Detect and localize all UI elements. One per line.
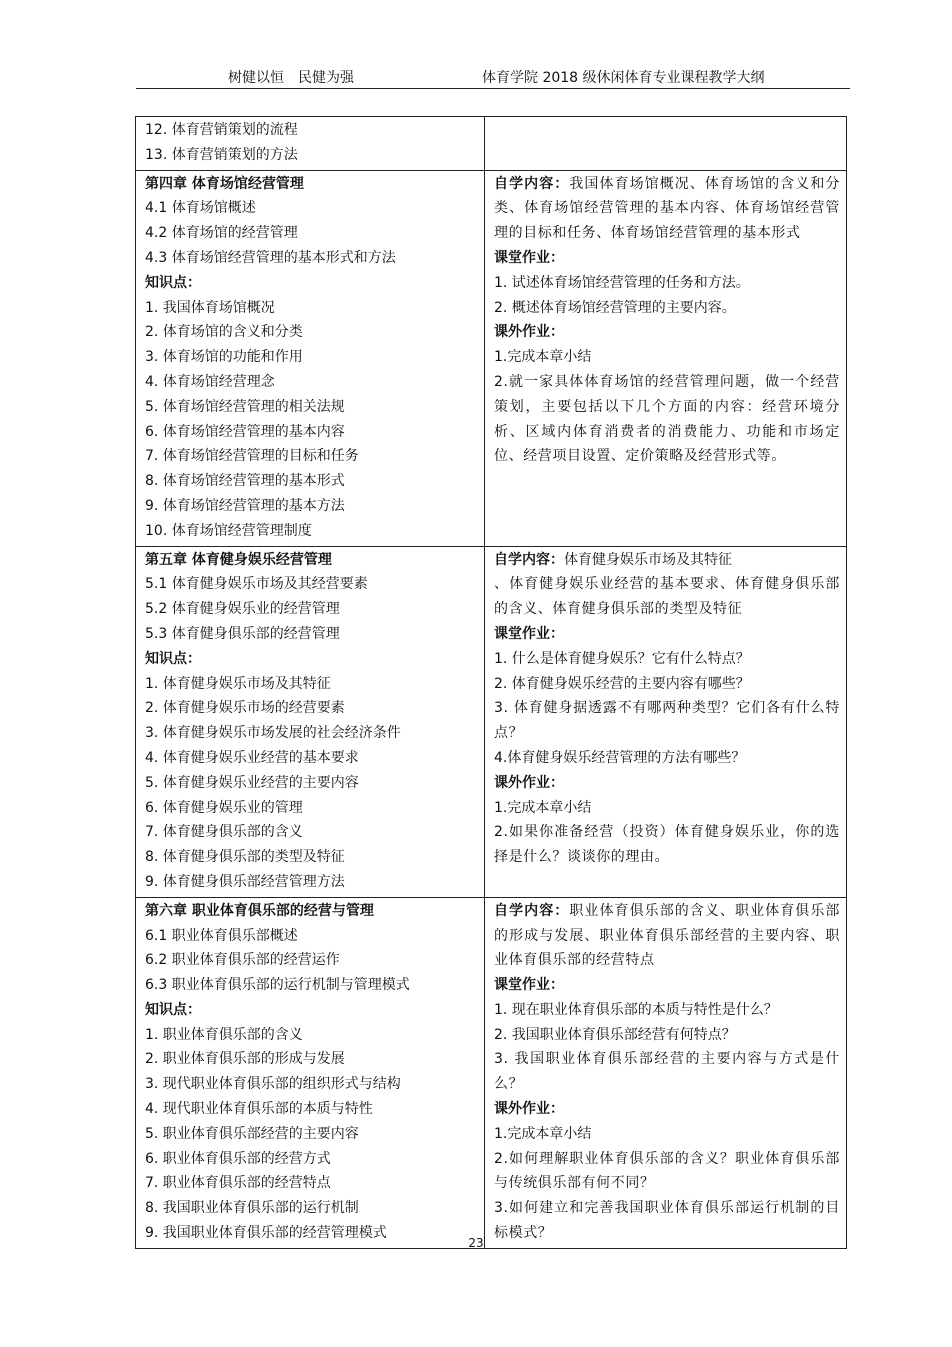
- assignment-section: [494, 771, 840, 796]
- assignment-text: 1. 什么是体育健身娱乐？它有什么特点？: [494, 650, 750, 667]
- assignment-cell: [485, 546, 847, 897]
- outline-item: 9. 体育场馆经营管理的基本方法: [145, 497, 345, 514]
- assignment-item: [494, 296, 840, 321]
- assignment-item: [494, 345, 840, 370]
- outline-item: 10. 体育场馆经营管理制度: [145, 522, 312, 539]
- section-heading: 知识点：: [145, 650, 201, 667]
- assignment-item: [494, 1122, 840, 1147]
- outline-item: 1. 体育健身娱乐市场及其特征: [145, 675, 331, 692]
- chapter-outline-cell: [136, 170, 485, 546]
- outline-item: 6. 体育健身娱乐业的管理: [145, 799, 303, 816]
- assignment-item: [494, 1047, 840, 1097]
- outline-item: 3. 现代职业体育俱乐部的组织形式与结构: [145, 1076, 401, 1093]
- assignment-text: 4.体育健身娱乐经营管理的方法有哪些？: [494, 749, 746, 766]
- section-heading: 第六章 职业体育俱乐部的经营与管理: [145, 902, 374, 919]
- assignment-text: 2.就一家具体体育场馆的经营管理问题，做一个经营策划，主要包括以下几个方面的内容：经营环境分析、区域内体育消费者的消费能力、功能和市场定位、经营项目设置、定价策略及经营形式等。: [494, 373, 840, 465]
- outline-item: 12. 体育营销策划的流程: [145, 122, 298, 138]
- assignment-text: 2. 概述体育场馆经营管理的主要内容。: [494, 299, 736, 316]
- chapter-outline-cell: [136, 546, 485, 897]
- assignment-section: [494, 899, 840, 973]
- outline-item: 2. 职业体育俱乐部的形成与发展: [145, 1051, 345, 1068]
- outline-item: 9. 体育健身俱乐部经营管理方法: [145, 873, 345, 890]
- assignment-text: 1.完成本章小结: [494, 349, 592, 366]
- outline-item: 4. 体育健身娱乐业经营的基本要求: [145, 749, 359, 766]
- assignment-item: [494, 370, 840, 469]
- outline-item: 8. 体育健身俱乐部的类型及特征: [145, 849, 345, 866]
- section-heading: 知识点：: [145, 274, 201, 291]
- outline-item: 1. 职业体育俱乐部的含义: [145, 1026, 303, 1043]
- outline-item: 5. 体育场馆经营管理的相关法规: [145, 398, 345, 415]
- assignment-item: [494, 820, 840, 870]
- course-outline-table: [135, 116, 847, 1249]
- assignment-label: 自学内容：: [494, 551, 564, 568]
- outline-item: 4. 现代职业体育俱乐部的本质与特性: [145, 1101, 373, 1118]
- outline-item: 9. 我国职业体育俱乐部的经营管理模式: [145, 1225, 387, 1242]
- assignment-text: 1.完成本章小结: [494, 799, 592, 816]
- assignment-item: [494, 647, 840, 672]
- outline-item: 5. 体育健身娱乐业经营的主要内容: [145, 774, 359, 791]
- chapter-outline-cell: [136, 897, 485, 1248]
- assignment-item: [494, 696, 840, 746]
- outline-item: 3. 体育健身娱乐市场发展的社会经济条件: [145, 725, 401, 742]
- outline-item: 6. 体育场馆经营管理的基本内容: [145, 423, 345, 440]
- assignment-label: 课外作业：: [494, 774, 564, 791]
- outline-item: 7. 职业体育俱乐部的经营特点: [145, 1175, 331, 1192]
- assignment-section: [494, 320, 840, 345]
- assignment-cell: [485, 897, 847, 1248]
- outline-item: 5. 职业体育俱乐部经营的主要内容: [145, 1125, 359, 1142]
- assignment-label: 自学内容：: [494, 902, 570, 919]
- assignment-cell: [485, 170, 847, 546]
- assignment-item: [494, 572, 840, 622]
- outline-item: 6.1 职业体育俱乐部概述: [145, 927, 298, 944]
- assignment-label: 自学内容：: [494, 175, 570, 192]
- assignment-section: [494, 622, 840, 647]
- assignment-item: [494, 746, 840, 771]
- section-heading: 第四章 体育场馆经营管理: [145, 175, 304, 192]
- assignment-section: [494, 172, 840, 246]
- assignment-text: 3. 我国职业体育俱乐部经营的主要内容与方式是什么？: [494, 1051, 840, 1093]
- assignment-item: [494, 1147, 840, 1197]
- outline-item: 4.1 体育场馆概述: [145, 200, 256, 217]
- assignment-text: 1. 试述体育场馆经营管理的任务和方法。: [494, 274, 750, 291]
- outline-item: 7. 体育场馆经营管理的目标和任务: [145, 448, 359, 465]
- outline-item: 6.3 职业体育俱乐部的运行机制与管理模式: [145, 977, 410, 994]
- outline-item: 4.3 体育场馆经营管理的基本形式和方法: [145, 249, 396, 266]
- assignment-item: [494, 998, 840, 1023]
- outline-item: 7. 体育健身俱乐部的含义: [145, 824, 303, 841]
- header-motto: 树健以恒 民健为强: [228, 70, 354, 86]
- outline-item: 13. 体育营销策划的方法: [145, 146, 298, 163]
- outline-item: 4.2 体育场馆的经营管理: [145, 225, 298, 242]
- assignment-text: 我国体育场馆概况、体育场馆的含义和分类、体育场馆经营管理的基本内容、体育场馆经营管理的目标和任务、体育场馆经营管理的基本形式: [494, 175, 840, 242]
- assignment-text: 3. 体育健身据透露不有哪两种类型？它们各有什么特点？: [494, 700, 840, 742]
- assignment-item: [494, 271, 840, 296]
- outline-item: 5.1 体育健身娱乐市场及其经营要素: [145, 576, 368, 593]
- assignment-item: [494, 1023, 840, 1048]
- table-row: [136, 170, 847, 546]
- outline-item: 8. 我国职业体育俱乐部的运行机制: [145, 1200, 359, 1217]
- header-title: 体育学院 2018 级休闲体育专业课程教学大纲: [482, 70, 765, 86]
- section-heading: 第五章 体育健身娱乐经营管理: [145, 551, 332, 568]
- outline-item: 4. 体育场馆经营理念: [145, 373, 275, 390]
- assignment-section: [494, 973, 840, 998]
- assignment-text: 3.如何建立和完善我国职业体育俱乐部运行机制的目标模式？: [494, 1200, 840, 1242]
- assignment-item: [494, 672, 840, 697]
- assignment-label: 课堂作业：: [494, 977, 564, 994]
- outline-item: 2. 体育场馆的含义和分类: [145, 324, 303, 341]
- table-row: [136, 117, 847, 171]
- assignment-text: 1. 现在职业体育俱乐部的本质与特性是什么？: [494, 1001, 778, 1018]
- assignment-item: [494, 796, 840, 821]
- page-number: 23: [468, 1236, 484, 1250]
- assignment-text: 2. 体育健身娱乐经营的主要内容有哪些？: [494, 675, 750, 692]
- outline-item: 6.2 职业体育俱乐部的经营运作: [145, 952, 340, 969]
- outline-item: 8. 体育场馆经营管理的基本形式: [145, 473, 345, 490]
- outline-item: 1. 我国体育场馆概况: [145, 299, 275, 316]
- table-row: [136, 897, 847, 1248]
- assignment-section: [494, 246, 840, 271]
- assignment-text: 职业体育俱乐部的含义、职业体育俱乐部的形成与发展、职业体育俱乐部经营的主要内容、职业体育俱乐部的经营特点: [494, 902, 840, 969]
- page-header: [136, 66, 850, 89]
- section-heading: 知识点：: [145, 1001, 201, 1018]
- assignment-text: 2. 我国职业体育俱乐部经营有何特点？: [494, 1026, 736, 1043]
- assignment-cell: [485, 117, 847, 171]
- assignment-label: 课外作业：: [494, 324, 564, 341]
- assignment-section: [494, 1097, 840, 1122]
- outline-item: 3. 体育场馆的功能和作用: [145, 349, 303, 366]
- assignment-section: [494, 548, 840, 573]
- outline-item: 5.2 体育健身娱乐业的经营管理: [145, 601, 340, 618]
- outline-item: 6. 职业体育俱乐部的经营方式: [145, 1150, 331, 1167]
- chapter-outline-cell: [136, 117, 485, 171]
- assignment-label: 课堂作业：: [494, 249, 564, 266]
- assignment-text: 2.如何理解职业体育俱乐部的含义？职业体育俱乐部与传统俱乐部有何不同？: [494, 1150, 840, 1192]
- assignment-label: 课堂作业：: [494, 625, 564, 642]
- assignment-text: 2.如果你准备经营（投资）体育健身娱乐业，你的选择是什么？谈谈你的理由。: [494, 824, 840, 866]
- assignment-text: 1.完成本章小结: [494, 1125, 592, 1142]
- outline-item: 5.3 体育健身俱乐部的经营管理: [145, 625, 340, 642]
- assignment-label: 课外作业：: [494, 1101, 564, 1118]
- assignment-text: 体育健身娱乐市场及其特征: [564, 551, 732, 568]
- outline-item: 2. 体育健身娱乐市场的经营要素: [145, 700, 345, 717]
- table-row: [136, 546, 847, 897]
- assignment-text: 、体育健身娱乐业经营的基本要求、体育健身俱乐部的含义、体育健身俱乐部的类型及特征: [494, 576, 840, 618]
